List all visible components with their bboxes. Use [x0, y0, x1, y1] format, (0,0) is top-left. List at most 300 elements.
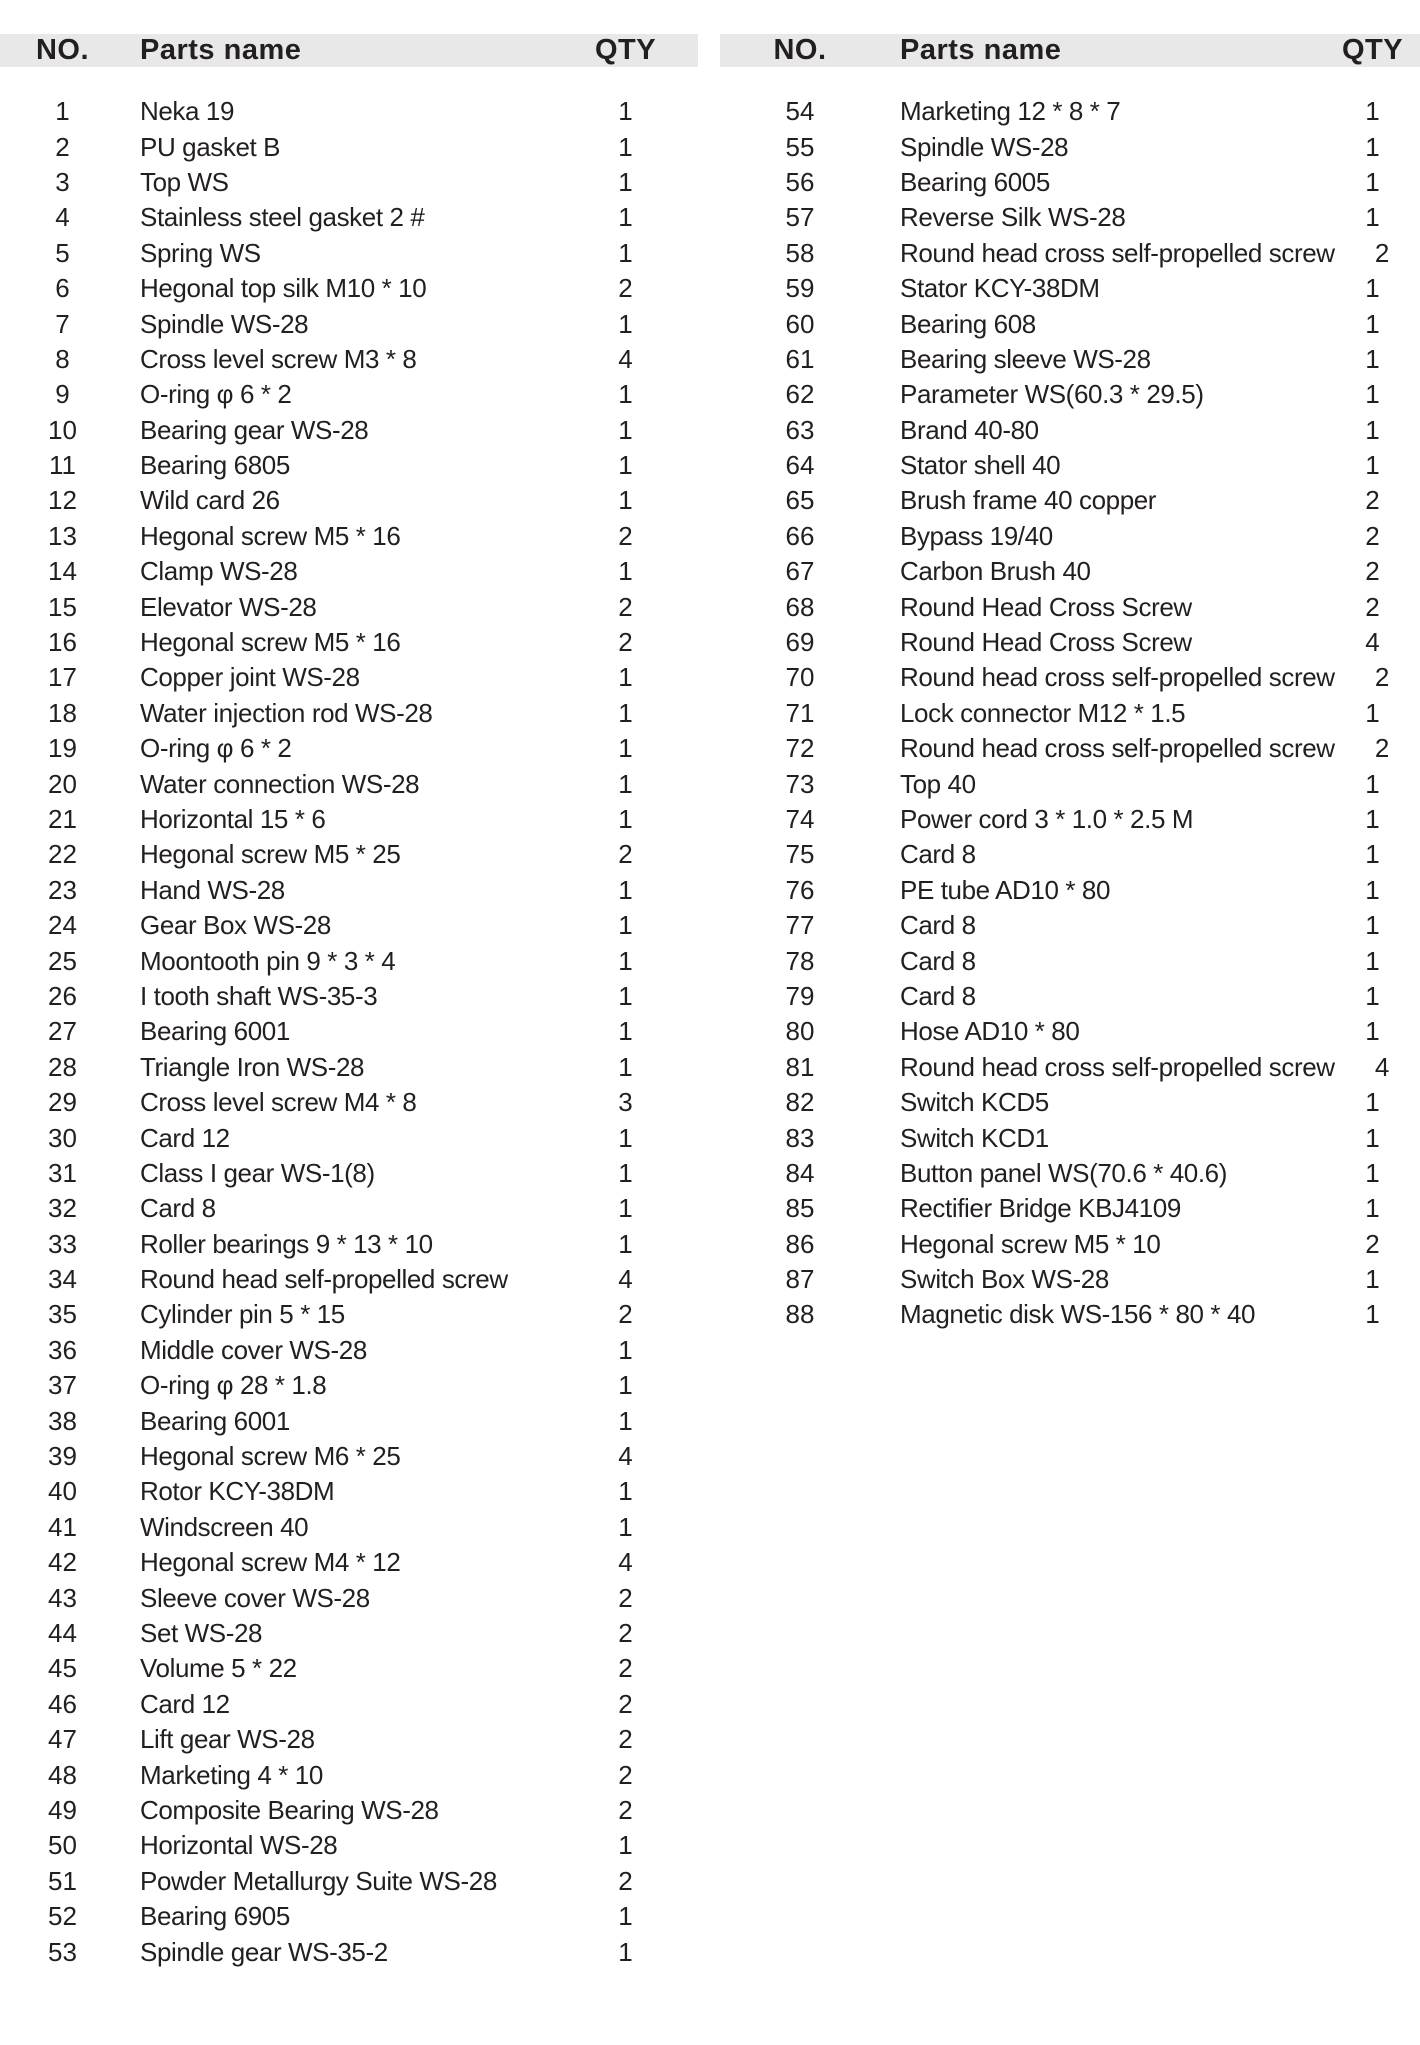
cell-name: Triangle Iron WS-28 — [140, 1051, 365, 1082]
cell-no: 20 — [48, 768, 77, 799]
table-row — [0, 660, 698, 695]
cell-no: 24 — [48, 910, 77, 941]
cell-no: 77 — [785, 910, 815, 941]
cell-no: 42 — [48, 1547, 77, 1578]
table-row — [720, 1227, 1420, 1262]
table-row — [0, 1050, 698, 1085]
cell-no: 27 — [48, 1016, 77, 1047]
cell-no: 9 — [55, 379, 70, 410]
cell-qty: 1 — [618, 945, 633, 976]
cell-name: Hegonal screw M5 * 16 — [140, 520, 401, 551]
cell-qty: 1 — [1365, 1299, 1380, 1330]
cell-qty: 2 — [618, 1653, 633, 1684]
cell-no: 23 — [48, 874, 77, 905]
cell-qty: 1 — [1365, 697, 1380, 728]
cell-no: 65 — [785, 485, 815, 516]
table-row — [720, 1120, 1420, 1155]
cell-no: 71 — [785, 697, 815, 728]
cell-name: Stator shell 40 — [900, 450, 1061, 481]
cell-qty: 1 — [618, 662, 633, 693]
table-row — [0, 1616, 698, 1651]
cell-qty: 1 — [618, 1901, 633, 1932]
cell-name: Parameter WS(60.3 * 29.5) — [900, 379, 1204, 410]
cell-qty: 1 — [618, 379, 633, 410]
cell-name: O-ring φ 6 * 2 — [140, 379, 292, 410]
cell-no: 67 — [785, 556, 815, 587]
table-row — [720, 236, 1420, 271]
cell-name: Rectifier Bridge KBJ4109 — [900, 1193, 1181, 1224]
table-row — [0, 94, 698, 129]
cell-qty: 1 — [618, 697, 633, 728]
cell-no: 28 — [48, 1051, 77, 1082]
cell-qty: 2 — [618, 273, 633, 304]
cell-name: Reverse Silk WS-28 — [900, 202, 1126, 233]
cell-name: Composite Bearing WS-28 — [140, 1794, 439, 1825]
cell-no: 39 — [48, 1441, 77, 1472]
cell-qty: 1 — [618, 1370, 633, 1401]
table-row — [0, 1474, 698, 1509]
cell-name: Switch KCD5 — [900, 1087, 1049, 1118]
cell-name: Set WS-28 — [140, 1617, 263, 1648]
cell-qty: 2 — [1374, 733, 1390, 764]
table-row — [720, 1262, 1420, 1297]
column-header-no: NO. — [35, 34, 90, 66]
cell-no: 60 — [785, 308, 815, 339]
table-row — [0, 1297, 698, 1332]
table-row — [720, 165, 1420, 200]
cell-qty: 1 — [618, 1051, 633, 1082]
cell-no: 43 — [48, 1582, 77, 1613]
table-header — [720, 34, 1420, 67]
cell-name: Clamp WS-28 — [140, 556, 298, 587]
cell-name: Bearing 6905 — [140, 1901, 290, 1932]
cell-name: Moontooth pin 9 * 3 * 4 — [140, 945, 396, 976]
cell-no: 48 — [48, 1759, 77, 1790]
cell-qty: 1 — [1365, 945, 1380, 976]
cell-qty: 1 — [1365, 308, 1380, 339]
cell-no: 32 — [48, 1193, 77, 1224]
table-row — [0, 483, 698, 518]
cell-name: Carbon Brush 40 — [900, 556, 1091, 587]
table-row — [720, 1156, 1420, 1191]
cell-name: Horizontal WS-28 — [140, 1830, 338, 1861]
table-row — [0, 837, 698, 872]
table-row — [0, 1227, 698, 1262]
cell-qty: 1 — [618, 1511, 633, 1542]
cell-no: 68 — [785, 591, 815, 622]
table-row — [720, 1191, 1420, 1226]
table-row — [0, 1156, 698, 1191]
cell-no: 52 — [48, 1901, 77, 1932]
table-rows — [0, 94, 698, 1970]
cell-no: 66 — [785, 520, 815, 551]
cell-name: Card 12 — [140, 1122, 230, 1153]
cell-qty: 2 — [1365, 520, 1380, 551]
table-row — [0, 519, 698, 554]
table-row — [0, 1687, 698, 1722]
cell-qty: 1 — [1365, 343, 1380, 374]
cell-name: Stainless steel gasket 2 # — [140, 202, 425, 233]
cell-name: Lock connector M12 * 1.5 — [900, 697, 1186, 728]
cell-no: 12 — [48, 485, 77, 516]
table-row — [0, 236, 698, 271]
cell-no: 5 — [55, 237, 70, 268]
cell-qty: 1 — [618, 1830, 633, 1861]
cell-qty: 1 — [618, 556, 633, 587]
cell-no: 16 — [48, 627, 77, 658]
cell-no: 78 — [785, 945, 815, 976]
cell-name: Rotor KCY-38DM — [140, 1476, 335, 1507]
cell-name: PE tube AD10 * 80 — [900, 874, 1111, 905]
cell-name: Spindle WS-28 — [140, 308, 309, 339]
table-row — [720, 696, 1420, 731]
table-row — [0, 165, 698, 200]
cell-qty: 3 — [618, 1087, 633, 1118]
table-row — [0, 306, 698, 341]
table-row — [720, 979, 1420, 1014]
cell-no: 30 — [48, 1122, 77, 1153]
cell-qty: 2 — [1374, 237, 1390, 268]
cell-qty: 1 — [618, 1405, 633, 1436]
cell-name: Spindle gear WS-35-2 — [140, 1936, 388, 1967]
cell-qty: 1 — [618, 980, 633, 1011]
table-row — [0, 1828, 698, 1863]
cell-name: Spring WS — [140, 237, 261, 268]
cell-name: Marketing 12 * 8 * 7 — [900, 96, 1121, 127]
cell-name: Wild card 26 — [140, 485, 280, 516]
cell-name: Copper joint WS-28 — [140, 662, 360, 693]
cell-qty: 4 — [1374, 1051, 1390, 1082]
table-row — [720, 1297, 1420, 1332]
cell-qty: 2 — [618, 627, 633, 658]
table-row — [720, 377, 1420, 412]
cell-no: 58 — [785, 237, 815, 268]
cell-name: Sleeve cover WS-28 — [140, 1582, 370, 1613]
cell-name: Bearing 6001 — [140, 1016, 290, 1047]
cell-name: Card 8 — [900, 910, 976, 941]
cell-name: Hegonal top silk M10 * 10 — [140, 273, 427, 304]
cell-no: 33 — [48, 1228, 77, 1259]
cell-qty: 2 — [1365, 485, 1380, 516]
table-row — [0, 1722, 698, 1757]
cell-name: Bearing 6001 — [140, 1405, 290, 1436]
cell-qty: 1 — [618, 874, 633, 905]
cell-no: 88 — [785, 1299, 815, 1330]
cell-no: 83 — [785, 1122, 815, 1153]
table-row — [0, 731, 698, 766]
cell-name: Button panel WS(70.6 * 40.6) — [900, 1157, 1228, 1188]
cell-name: Top 40 — [900, 768, 976, 799]
cell-qty: 2 — [1365, 556, 1380, 587]
column-header-no: NO. — [773, 34, 827, 66]
cell-no: 18 — [48, 697, 77, 728]
cell-qty: 4 — [1365, 627, 1380, 658]
table-row — [0, 342, 698, 377]
cell-qty: 2 — [1365, 591, 1380, 622]
cell-no: 1 — [55, 96, 70, 127]
cell-no: 13 — [48, 520, 77, 551]
cell-no: 50 — [48, 1830, 77, 1861]
cell-no: 7 — [55, 308, 70, 339]
cell-name: Card 8 — [900, 980, 976, 1011]
cell-no: 6 — [55, 273, 70, 304]
cell-no: 46 — [48, 1688, 77, 1719]
cell-no: 61 — [785, 343, 815, 374]
cell-qty: 1 — [1365, 768, 1380, 799]
cell-no: 73 — [785, 768, 815, 799]
cell-name: Cross level screw M4 * 8 — [140, 1087, 417, 1118]
cell-name: Brush frame 40 copper — [900, 485, 1157, 516]
cell-name: O-ring φ 6 * 2 — [140, 733, 292, 764]
cell-name: Hegonal screw M5 * 16 — [140, 627, 401, 658]
table-row — [0, 1934, 698, 1969]
table-row — [0, 1510, 698, 1545]
cell-name: Switch KCD1 — [900, 1122, 1049, 1153]
table-row — [720, 873, 1420, 908]
cell-name: Cylinder pin 5 * 15 — [140, 1299, 345, 1330]
cell-qty: 2 — [618, 1759, 633, 1790]
table-row — [0, 271, 698, 306]
cell-no: 17 — [48, 662, 77, 693]
cell-no: 82 — [785, 1087, 815, 1118]
cell-qty: 1 — [1365, 414, 1380, 445]
cell-qty: 1 — [1365, 804, 1380, 834]
cell-qty: 1 — [618, 1936, 633, 1967]
column-header-qty: QTY — [594, 34, 657, 66]
cell-no: 49 — [48, 1794, 77, 1825]
cell-name: Card 12 — [140, 1688, 230, 1719]
cell-qty: 1 — [1365, 1193, 1380, 1224]
cell-qty: 2 — [618, 591, 633, 622]
table-row — [720, 837, 1420, 872]
cell-name: Neka 19 — [140, 96, 235, 127]
cell-no: 69 — [785, 627, 815, 658]
table-row — [720, 1085, 1420, 1120]
cell-qty: 2 — [618, 839, 633, 870]
table-row — [0, 1085, 698, 1120]
cell-qty: 1 — [618, 1334, 633, 1365]
cell-qty: 4 — [618, 343, 633, 374]
cell-qty: 2 — [1365, 1228, 1380, 1259]
cell-qty: 1 — [1365, 1264, 1380, 1295]
table-row — [0, 1793, 698, 1828]
table-row — [0, 200, 698, 235]
cell-name: Water injection rod WS-28 — [140, 697, 433, 728]
table-row — [720, 625, 1420, 660]
cell-no: 11 — [49, 450, 76, 481]
table-row — [720, 342, 1420, 377]
cell-no: 3 — [55, 166, 70, 197]
table-row — [0, 413, 698, 448]
cell-qty: 1 — [618, 450, 633, 481]
cell-name: Card 8 — [900, 945, 976, 976]
cell-qty: 1 — [618, 804, 633, 834]
cell-name: Top WS — [140, 166, 229, 197]
table-row — [720, 660, 1420, 695]
table-row — [0, 1864, 698, 1899]
table-row — [0, 589, 698, 624]
cell-name: PU gasket B — [140, 131, 281, 162]
cell-name: Marketing 4 * 10 — [140, 1759, 323, 1790]
table-row — [0, 625, 698, 660]
table-row — [0, 129, 698, 164]
cell-name: Round head cross self-propelled screw — [900, 733, 1335, 764]
table-row — [720, 908, 1420, 943]
table-row — [720, 306, 1420, 341]
table-row — [0, 696, 698, 731]
cell-name: Cross level screw M3 * 8 — [140, 343, 417, 374]
cell-no: 29 — [48, 1087, 77, 1118]
cell-name: Spindle WS-28 — [900, 131, 1069, 162]
cell-qty: 1 — [1365, 1087, 1380, 1118]
cell-name: Switch Box WS-28 — [900, 1264, 1109, 1295]
cell-qty: 1 — [618, 733, 633, 764]
table-row — [0, 766, 698, 801]
cell-qty: 1 — [618, 485, 633, 516]
cell-name: Card 8 — [140, 1193, 216, 1224]
cell-qty: 1 — [1365, 980, 1380, 1011]
cell-qty: 1 — [618, 768, 633, 799]
cell-name: Bearing gear WS-28 — [140, 414, 369, 445]
cell-qty: 1 — [1365, 839, 1380, 870]
cell-qty: 1 — [1365, 450, 1380, 481]
table-row — [0, 1651, 698, 1686]
cell-no: 84 — [785, 1157, 815, 1188]
cell-qty: 2 — [618, 520, 633, 551]
cell-qty: 1 — [618, 96, 633, 127]
cell-name: Stator KCY-38DM — [900, 273, 1100, 304]
cell-no: 87 — [785, 1264, 815, 1295]
cell-qty: 1 — [618, 308, 633, 339]
cell-no: 8 — [55, 343, 70, 374]
table-row — [0, 1120, 698, 1155]
cell-name: Horizontal 15 * 6 — [140, 804, 326, 834]
table-row — [720, 731, 1420, 766]
cell-qty: 1 — [618, 910, 633, 941]
cell-qty: 1 — [1365, 1157, 1380, 1188]
cell-name: Roller bearings 9 * 13 * 10 — [140, 1228, 433, 1259]
cell-no: 74 — [785, 804, 815, 834]
cell-qty: 1 — [1365, 96, 1380, 127]
cell-name: Class I gear WS-1(8) — [140, 1157, 375, 1188]
cell-no: 21 — [48, 804, 77, 834]
cell-no: 40 — [48, 1476, 77, 1507]
cell-no: 38 — [48, 1405, 77, 1436]
table-row — [720, 943, 1420, 978]
cell-name: Round head self-propelled screw — [140, 1264, 508, 1295]
cell-no: 57 — [785, 202, 815, 233]
table-row — [720, 129, 1420, 164]
cell-no: 15 — [48, 591, 77, 622]
table-row — [0, 1899, 698, 1934]
cell-no: 45 — [48, 1653, 77, 1684]
cell-no: 44 — [48, 1617, 77, 1648]
table-row — [0, 448, 698, 483]
cell-no: 2 — [55, 131, 70, 162]
cell-no: 47 — [48, 1724, 77, 1755]
table-row — [720, 589, 1420, 624]
cell-no: 85 — [785, 1193, 815, 1224]
cell-qty: 1 — [618, 131, 633, 162]
cell-qty: 4 — [618, 1441, 633, 1472]
cell-name: O-ring φ 28 * 1.8 — [140, 1370, 327, 1401]
cell-qty: 2 — [618, 1582, 633, 1613]
cell-qty: 1 — [1365, 202, 1380, 233]
cell-no: 22 — [48, 839, 77, 870]
cell-qty: 2 — [1374, 662, 1390, 693]
cell-qty: 1 — [1365, 874, 1380, 905]
table-row — [720, 766, 1420, 801]
cell-no: 86 — [785, 1228, 815, 1259]
cell-no: 19 — [48, 733, 77, 764]
cell-name: Card 8 — [900, 839, 976, 870]
cell-no: 63 — [785, 414, 815, 445]
table-row — [0, 1333, 698, 1368]
cell-no: 37 — [48, 1370, 77, 1401]
table-row — [0, 377, 698, 412]
cell-qty: 1 — [618, 1157, 633, 1188]
cell-no: 55 — [785, 131, 815, 162]
cell-no: 41 — [48, 1511, 77, 1542]
cell-name: Bearing 6805 — [140, 450, 290, 481]
table-row — [0, 1014, 698, 1049]
table-header — [0, 34, 698, 67]
cell-no: 4 — [55, 202, 70, 233]
table-row — [0, 873, 698, 908]
cell-no: 31 — [48, 1157, 77, 1188]
cell-qty: 4 — [618, 1264, 633, 1295]
table-row — [720, 554, 1420, 589]
table-row — [720, 200, 1420, 235]
table-row — [720, 483, 1420, 518]
table-row — [720, 1014, 1420, 1049]
table-row — [720, 271, 1420, 306]
cell-name: Elevator WS-28 — [140, 591, 317, 622]
cell-no: 51 — [48, 1865, 77, 1896]
cell-name: Hegonal screw M4 * 12 — [140, 1547, 401, 1578]
table-rows — [720, 94, 1420, 1333]
cell-no: 80 — [785, 1016, 815, 1047]
cell-name: Volume 5 * 22 — [140, 1653, 297, 1684]
table-row — [0, 943, 698, 978]
cell-qty: 2 — [618, 1299, 633, 1330]
cell-no: 75 — [785, 839, 815, 870]
cell-name: Windscreen 40 — [140, 1511, 309, 1542]
cell-no: 54 — [785, 96, 815, 127]
cell-name: Powder Metallurgy Suite WS-28 — [140, 1865, 497, 1896]
table-row — [0, 908, 698, 943]
cell-name: Power cord 3 * 1.0 * 2.5 M — [900, 804, 1194, 834]
table-row — [0, 554, 698, 589]
cell-no: 53 — [48, 1936, 77, 1967]
table-row — [0, 979, 698, 1014]
cell-name: Round Head Cross Screw — [900, 591, 1192, 622]
table-row — [720, 413, 1420, 448]
cell-name: Round Head Cross Screw — [900, 627, 1192, 658]
cell-no: 36 — [48, 1334, 77, 1365]
table-row — [0, 1580, 698, 1615]
cell-name: Hegonal screw M5 * 10 — [900, 1228, 1161, 1259]
table-row — [0, 1439, 698, 1474]
cell-no: 25 — [48, 945, 77, 976]
cell-qty: 1 — [618, 202, 633, 233]
column-header-parts-name: Parts name — [140, 34, 302, 66]
cell-no: 59 — [785, 273, 815, 304]
cell-no: 81 — [785, 1051, 815, 1082]
cell-name: Round head cross self-propelled screw — [900, 1051, 1335, 1082]
cell-no: 62 — [785, 379, 815, 410]
table-row — [720, 448, 1420, 483]
